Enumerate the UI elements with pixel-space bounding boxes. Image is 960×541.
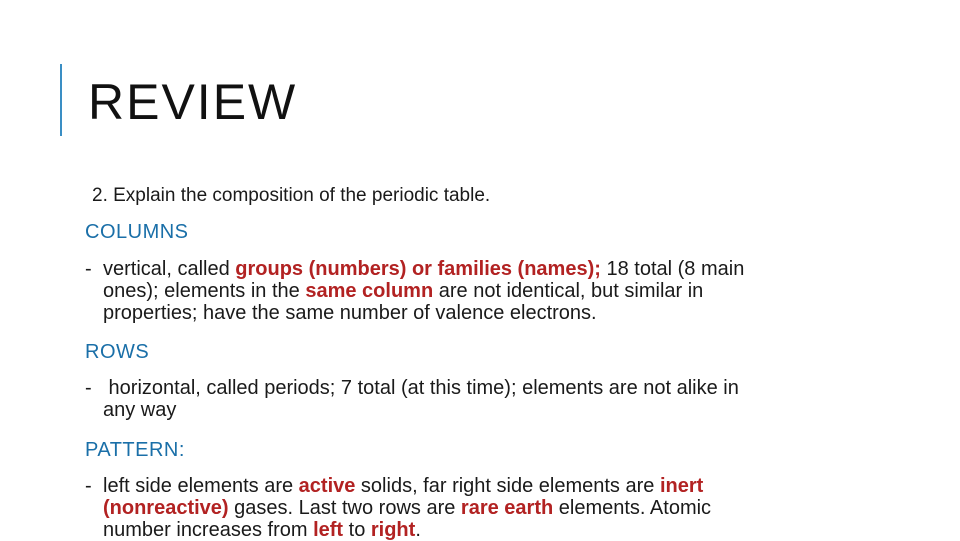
bullet-dash: - (85, 377, 92, 399)
pattern-text-1: left side elements are (103, 475, 299, 497)
columns-line-2 (85, 280, 885, 302)
pattern-highlight-active: active (298, 475, 356, 497)
rows-line-2: any way (103, 399, 177, 421)
pattern-highlight-right: right (370, 519, 416, 541)
pattern-text-6: to (343, 519, 371, 541)
columns-highlight-same-column: same column (305, 280, 434, 302)
pattern-line-2 (85, 497, 885, 519)
columns-heading: COLUMNS (85, 221, 189, 243)
pattern-text-2: solids, far right side elements are (355, 475, 660, 497)
columns-paragraph (85, 258, 885, 324)
columns-text-3: ones); elements in the (103, 280, 306, 302)
bullet-dash: - (85, 475, 92, 497)
rows-paragraph (85, 377, 885, 421)
pattern-text-3: gases. Last two rows are (228, 497, 461, 519)
rows-heading: ROWS (85, 341, 150, 363)
pattern-highlight-left: left (313, 519, 344, 541)
columns-text-2: 18 total (8 main (600, 258, 745, 280)
pattern-text-5: number increases from (103, 519, 314, 541)
bullet-dash: - (85, 258, 92, 280)
pattern-highlight-rare-earth: rare earth (460, 497, 554, 519)
pattern-highlight-inert: inert (659, 475, 704, 497)
pattern-highlight-nonreactive: (nonreactive) (103, 497, 229, 519)
title-accent-bar (60, 64, 62, 136)
pattern-text-4: elements. Atomic (553, 497, 712, 519)
columns-highlight-groups: groups (numbers) or families (names); (235, 258, 601, 280)
rows-text-1: horizontal, called periods; 7 total (at this time); elements are not alike in (103, 377, 739, 399)
pattern-heading: PATTERN: (85, 439, 185, 461)
pattern-text-7: . (415, 519, 421, 541)
pattern-paragraph (85, 475, 885, 541)
question-text: 2. Explain the composition of the periodic table. (92, 185, 491, 206)
pattern-line-3 (85, 519, 885, 541)
slide-title: REVIEW (88, 74, 298, 130)
columns-line-3: properties; have the same number of valence electrons. (103, 302, 597, 324)
columns-text-4: are not identical, but similar in (433, 280, 704, 302)
columns-text-1: vertical, called (103, 258, 236, 280)
